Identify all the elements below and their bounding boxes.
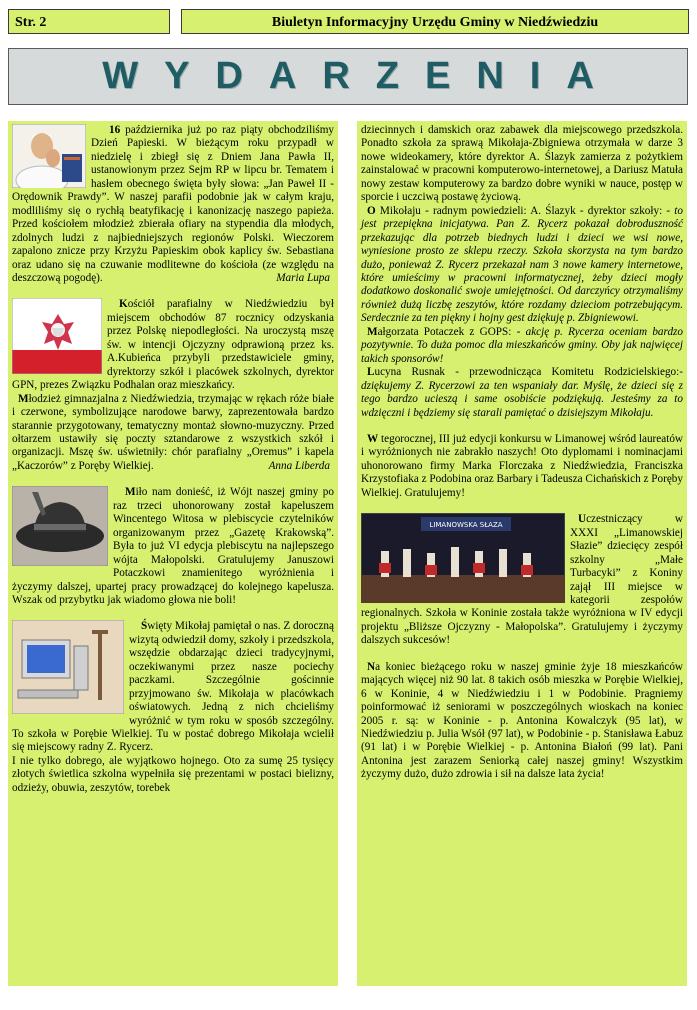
article-hat: Miło nam donieść, iż Wójt naszej gminy po raz trzeci uhonorowany został kapeluszem Wincentego Witosa w plebiscycie czytelników organizowanym przez „Gazetę Krakowską”. Była to już VI edycja plebiscytu na najlepszego wójta Małopolski. Gratulujemy Januszowi Potaczkowi znamienitego wyróżnienia i życzymy dalszej, upartej pracy prowadzącej do kolejnego kapelusza. Wszak od przybytku jak wiadomo głowa nie boli! xyxy=(12,486,334,606)
article-seniors: Na koniec bieżącego roku w naszej gminie żyje 18 mieszkańców mających więcej niż 90 lat. 8 takich osób mieszka w Porębie Wielkiej, 6 w Koninie, 4 w Niedźwiedziu i 1 w Podobinie. Pragniemy poinformować iż seniorami w poszczególnych wioskach na koniec 2005 r. są: w Koninie - p. Antonina Kowalczyk (95 lat), w Niedźwiedziu p. Julia Wsół (97 lat), w Podobinie - p. Stanisława Łabuz (91 lat) i w Porębie Wielkiej - p. Antonina Białoń (99 lat). Pani Antonina jest zarazem Seniorką całej naszej gminy! Wszystkim życzymy dużo, dużo zdrowia i sił na dalsze lata życia! xyxy=(361,660,683,781)
section-banner: WYDARZENIA xyxy=(8,48,688,105)
article-dance: Uczestniczący w XXXI „Limanowskiej Słazie” dziecięcy zespół szkolny „Małe Turbacyki” z Koniny zajął III miejsce w kategorii zespołów regionalnych. Szkoła w Koninie została także wyróżniona w IV edycji projektu „Bliższe Ojczyzny - Małopolska”. Gratulujemy i życzymy dalszych sukcesów! xyxy=(361,513,683,647)
eagle-flag-photo xyxy=(12,298,102,374)
article-independence: Kościół parafialny w Niedźwiedziu był miejscem obchodów 87 rocznicy odzyskania przez Polskę niepodległości. Na uroczystą mszę św. w intencji Ojczyzny odprawioną przez ks. A.Kubieńca przybyli przedstawiciele gminy, dyrektorzy szkół i placówek szkolnych, dyrektor GPN, prezes Związku Podhalan oraz mieszkańcy. xyxy=(12,298,334,392)
author-anna-liberda: Anna Liberda xyxy=(268,459,330,472)
article-pope: 16 października już po raz piąty obchodziliśmy Dzień Papieski. W bieżącym roku przypadł w niedzielę i zbiegł się z Dniem Jana Pawła II, ustanowionym przez Sejm RP w lipcu br. Tematem i hasłem obecnego święta były słowa: „Jan Paweł II - Orędownik Prawdy”. W naszej parafii podobnie jak w całym kraju, modliliśmy się o rychłą beatyfikację i kanonizację naszego papieża. Przed kościołem młodzież zbierała ofiary na stypendia dla młodych, zdolnych ludzi z najbiedniejszych regionów Polski. Wieczorem zapalono znicze przy Krzyżu Papieskim obok kaplicy św. Sebastiana oraz udano się na czuwanie modlitewne do kościoła (ze względu na deszczową pogodę). Maria Lupa xyxy=(12,124,334,284)
pope-photo xyxy=(12,124,86,188)
right-column xyxy=(357,121,687,986)
quote-slazyk: O Mikołaju - radnym powiedzieli: A. Ślazyk - dyrektor szkoły: - to jest przepiękna inicjatywa. Pan Z. Rycerz pokazał dobroduszność przekazując dla potrzeb biednych ludzi i dzieci we wsi nowe, wyniesione prosto ze sklepu rzeczy. Szkoła skorzysta na tym bardzo dużo, ponieważ Z. Rycerz przekazał nam 3 nowe kamery internetowe, które umieścimy w pracowni informatycznej, żeby dzieci mogły dodatkowo doskonalić swoje umiejętności. Od darczyńcy otrzymaliśmy również dużą liczbę zeszytów, które rozdamy dzieciom potrzebującym. Serdecznie za ten piękny i hojny gest dziękuję p. Zbigniewowi. xyxy=(361,204,683,325)
header-page-number: Str. 2 xyxy=(8,9,170,34)
hat-photo xyxy=(12,486,108,566)
article-contest: W tegorocznej, III już edycji konkursu w Limanowej wśród laureatów i wyróżnionych nie zabrakło naszych! Oto dyplomami i nominacjami uhonorowano firmy Marka Florczaka z Niedźwiedzia, Franciszka Krzystofiaka z Podobina oraz Barbary i Tadeusza Cichańskich z Poręby Wielkiej. Gratulujemy! xyxy=(361,432,683,499)
dancers-photo xyxy=(361,513,565,603)
article-santa: Święty Mikołaj pamiętał o nas. Z doroczną wizytą odwiedził domy, szkoły i przedszkola, wszędzie obdarzając dzieci tradycyjnymi, oczekiwanymi przez nasze pociechy paczkami. Szczególnie gościnnie przyjmowano św. Mikołaja w placówkach oświatowych. Jedną z nich chcieliśmy wyróżnić w tym roku w sposób szczególny. To szkoła w Porębie Wielkiej. Tu w postać dobrego Mikołaja wcielił się miejscowy radny Z. Rycerz. xyxy=(12,620,334,754)
article-santa-continued: dziecinnych i damskich oraz zabawek dla miejscowego przedszkola. Ponadto szkoła za sprawą Mikołaja-Zbigniewa otrzymała w darze 3 nowe wideokamery, które dyrektor A. Ślazyk zamierza z pożytkiem zainstalować w pracowni komputerowo-internetowej, a Dariusz Matuła nowy zestaw komputerowy za bardzo dobre wyniki w nauce, postęp w sporcie i uczciwą postawę życiową. xyxy=(361,124,683,204)
header-title: Biuletyn Informacyjny Urzędu Gminy w Niedźwiedziu xyxy=(181,9,689,34)
dancers-stage-sign: LIMANOWSKA SŁAZA xyxy=(429,521,503,530)
author-maria-lupa: Maria Lupa xyxy=(276,271,330,284)
left-column: 16 października już po raz piąty obchodziliśmy Dzień Papieski. W bieżącym roku przypadł w niedzielę i zbiegł się z Dniem Jana Pawła II, ustanowionym przez Sejm RP w lipcu br. Tematem i hasłem obecnego święta były słowa: „Jan Paweł II - Orędownik Prawdy”. W naszej parafii podobnie jak w całym kraju, modliliśmy się o rychłą beatyfikację i kanonizację naszego papieża. Przed kościołem młodzież zbierała ofiary na stypendia dla młodych, zdolnych ludzi z najbiedniejszych regionów Polski. Wieczorem zapalono znicze przy Krzyżu Papieskim obok kaplicy św. Sebastiana oraz udano się na czuwanie modlitewne do kościoła (ze względu na deszczową pogodę). Maria Lupa Kościół parafialny w Niedźwiedziu był miejscem obchodów 87 rocznicy odzyskania przez Polskę niepodległości. Na uroczystą mszę św. w intencji Ojczyzny odprawioną przez ks. A.Kubieńca przybyli przedstawiciele gminy, dyrektorzy szkół i placówek szkolnych, dyrektor GPN, prezes Związku Podhalan oraz mieszkańcy. Młodzież gimnazjalna z Niedźwiedzia, trzymając w rękach róże białe i czerwone, symbolizujące narodowe barwy, zaprezentowała bardzo starannie przygotowany, tematyczny montaż słowno-muzyczny. Przed ołtarzem ustawiły się poczty sztandarowe z wszystkich szkół i organizacji. Mszę św. uświetniły: chór parafialny „Oremus” i kapela „Kaczorów” z Poręby Wielkiej. Anna Liberda Miło nam donieść, iż Wójt naszej gminy po raz trzeci uhonorowany został kapeluszem Wincentego Witosa w plebiscycie czytelników organizowanym przez „Gazetę Krakowską”. Była to już VI edycja plebiscytu na najlepszego wójta Małopolski. Gratulujemy Januszowi Potaczkowi znamienitego wyróżnienia i życzymy dalszej, upartej pracy prowadzącej do kolejnego kapelusza. Wszak od przybytku jak wiadomo głowa nie boli! Święty Mikołaj pamiętał o nas. Z doroczną wizytą odwiedził domy, szkoły i przedszkola, wszędzie obdarzając dzieci tradycyjnymi, oczekiwanymi przez nasze pociechy paczkami. Szczególnie gościnnie przyjmowano św. Mikołaja w placówkach oświatowych. Jedną z nich chcieliśmy wyróżnić w tym roku w sposób szczególny. To szkoła w Porębie Wielkiej. Tu w postać dobrego Mikołaja wcielił się miejscowy radny Z. Rycerz. I nie tylko dobrego, ale wyjątkowo hojnego. Oto za sumę 25 tysięcy złotych świetlica szkolna wypełniła się prezentami w postaci bielizny, odzieży, obuwia, zeszytów, torebek xyxy=(8,121,338,986)
quote-potaczek: Małgorzata Potaczek z GOPS: - akcję p. Rycerza oceniam bardzo pozytywnie. To duża pomoc dla mieszkańców gminy. Oby jak najwięcej takich sponsorów! xyxy=(361,325,683,365)
computer-photo xyxy=(12,620,124,714)
quote-rusnak: Lucyna Rusnak - przewodnicząca Komitetu Rodzicielskiego:- dziękujemy Z. Rycerzowi za ten wspaniały dar. Myślę, że dzieci się z tego bardzo ucieszą i same osobiście podziękują. Jesteśmy za to wdzięczni i będziemy się starali pamiętać o dzisiejszym Mikołaju. xyxy=(361,366,683,419)
